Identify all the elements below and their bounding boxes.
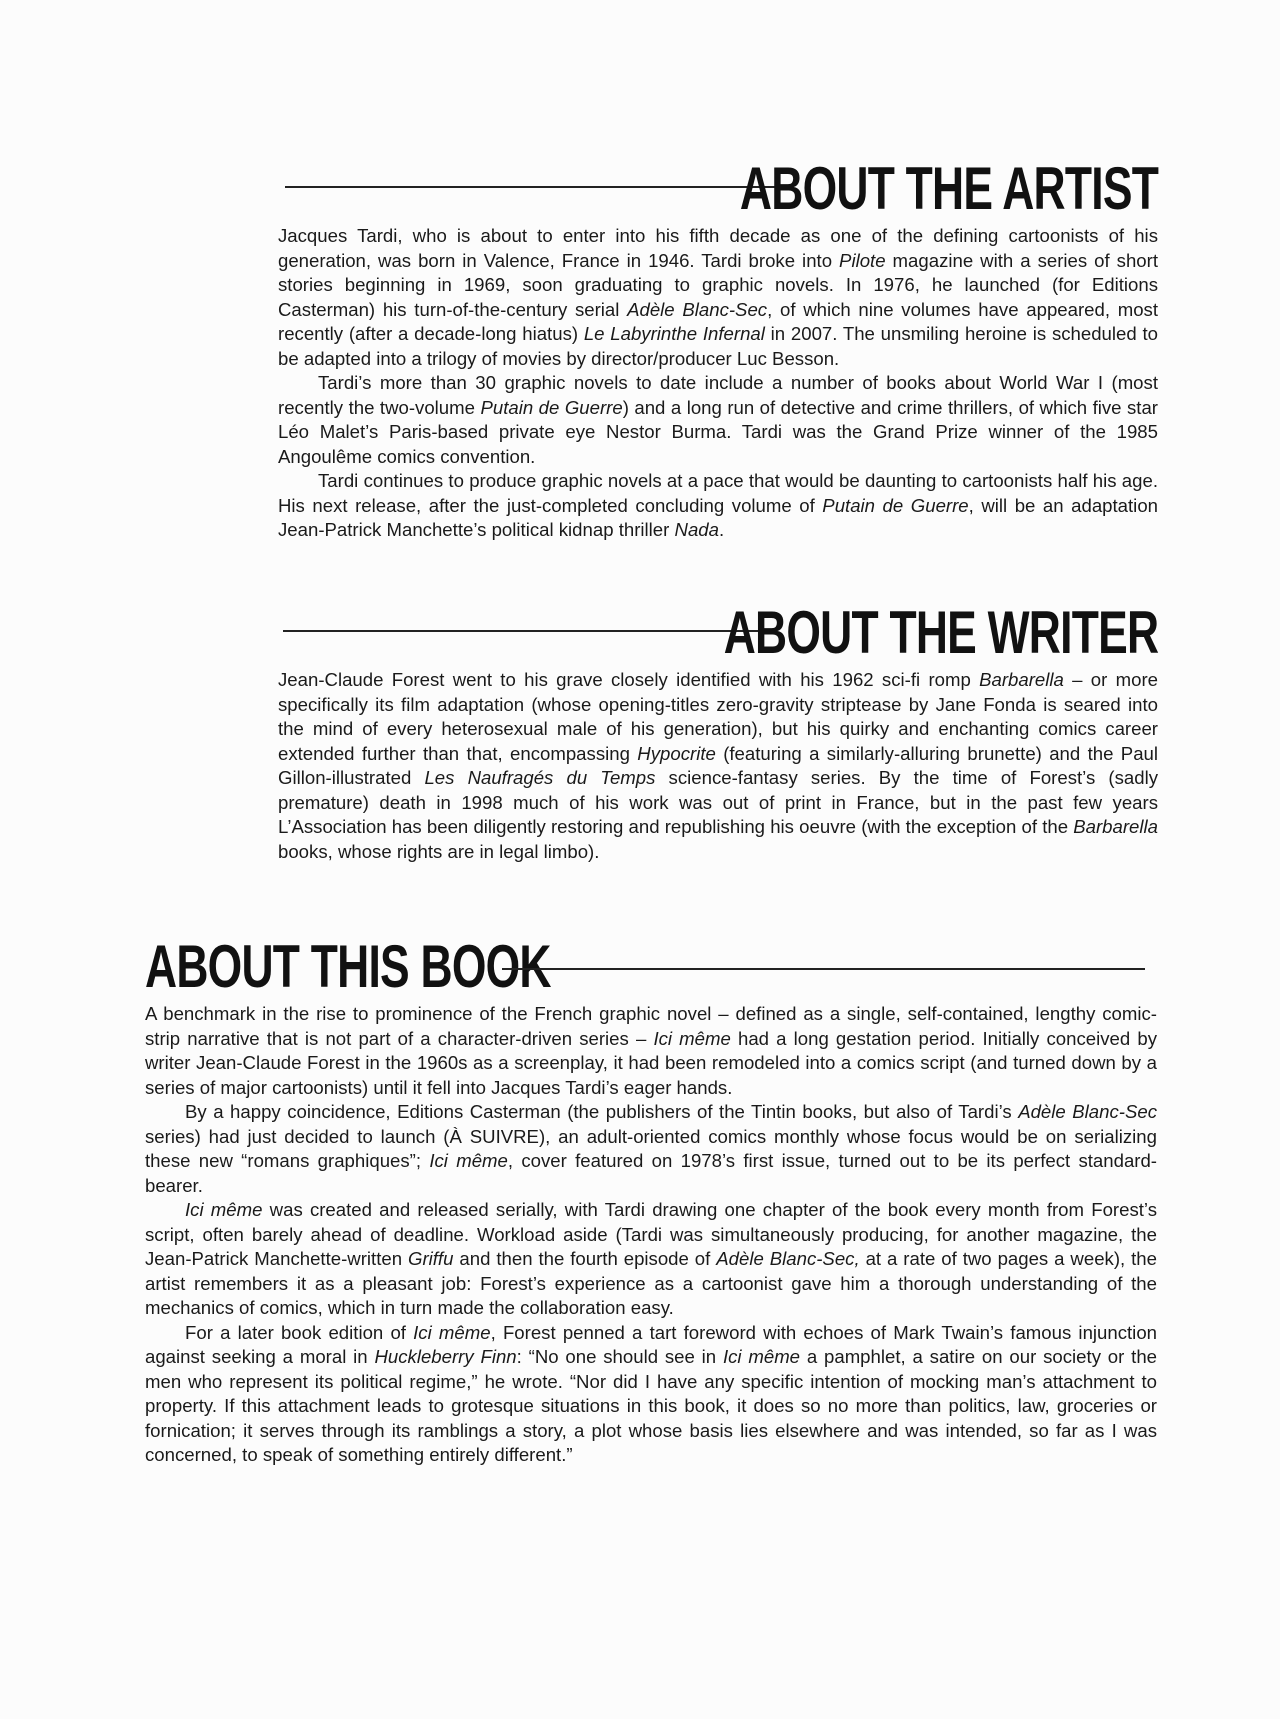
body-text-run: series) had just decided to launch (À SUIVRE), an adult-oriented comics monthly whose focus would be on serializing these new “romans graphiques”; xyxy=(145,1125,1157,1171)
italic-title-text: Griffu xyxy=(407,1248,454,1269)
italic-title-text: Barbarella xyxy=(979,669,1064,690)
italic-title-text: Nada xyxy=(674,519,719,540)
body-text-run: science-fantasy series. By the time of Forest’s (sadly premature) death in 1998 much of his work was out of print in France, but in the past few years L’Association has been diligently restoring and republishing his oeuvre (with the exception of the xyxy=(278,767,1158,837)
italic-title-text: Putain de Guerre xyxy=(822,494,969,516)
body-text-run: , will be an adaptation Jean-Patrick Manchette’s political kidnap thriller xyxy=(278,494,1158,540)
paragraph xyxy=(278,371,1158,469)
writer-heading-row xyxy=(278,600,1158,666)
writer-heading: ABOUT THE WRITER xyxy=(723,599,1158,666)
italic-title-text: Ici même xyxy=(653,1027,731,1049)
paragraph xyxy=(278,469,1158,543)
italic-title-text: Pilote xyxy=(839,249,886,271)
body-text-run: at a rate of two pages a week), the artist remembers it as a pleasant job: Forest’s experience as a cartoonist gave him a thorough understanding of the mechanics of comics, which in turn made the collaboration easy. xyxy=(145,1248,1157,1318)
body-text-run: By a happy coincidence, Editions Casterman (the publishers of the Tintin books, but also of Tardi’s xyxy=(185,1101,1019,1122)
body-text-run: magazine with a series of short stories beginning in 1969, soon graduating to graphic novels. In 1976, he launched (for Editions Casterman) his turn-of-the-century serial xyxy=(278,249,1158,320)
body-text-run: (featuring a similarly-alluring brunette) and the Paul Gillon-illustrated xyxy=(278,742,1159,788)
body-text-run: , of which nine volumes have appeared, most recently (after a decade-long hiatus) xyxy=(278,298,1159,344)
book-body xyxy=(145,1002,1157,1468)
body-text-run: Jean-Claude Forest went to his grave closely identified with his 1962 sci-fi romp xyxy=(278,669,980,690)
body-text-run: A benchmark in the rise to prominence of the French graphic novel – defined as a single, self-contained, lengthy comic-strip narrative that is not part of a character-driven series – xyxy=(145,1003,1157,1049)
italic-title-text: Ici même xyxy=(722,1346,801,1367)
italic-title-text: Ici même xyxy=(413,1321,491,1343)
body-text-run: . xyxy=(718,519,725,540)
book-section xyxy=(145,934,1157,1468)
body-text-run: was created and released serially, with Tardi drawing one chapter of the book every month from Forest’s script, often barely ahead of deadline. Workload aside (Tardi was simultaneously producing, for another magazine, the Jean-Patrick Manchette-written xyxy=(145,1199,1157,1269)
italic-title-text: Adèle Blanc-Sec xyxy=(627,298,768,320)
italic-title-text: Adèle Blanc-Sec, xyxy=(716,1248,860,1269)
body-text-run: Jacques Tardi, who is about to enter into his fifth decade as one of the defining cartoonists of his generation, was born in Valence, France in 1946. Tardi broke into xyxy=(278,225,1158,271)
artist-heading: ABOUT THE ARTIST xyxy=(739,155,1158,222)
book-heading: ABOUT THIS BOOK xyxy=(145,933,551,1000)
body-text-run: : “No one should see in xyxy=(516,1346,723,1367)
body-text-run: , Forest penned a tart foreword with echoes of Mark Twain’s famous injunction against seeking a moral in xyxy=(145,1321,1157,1367)
writer-heading-rule xyxy=(283,630,761,632)
body-text-run: a pamphlet, a satire on our society or the men who represent its political regime,” he wrote. “Nor did I have any specific intention of mocking man’s attachment to property. If this attachment leads to grotesque situations in this book, it does so no more than politics, law, groceries or fornication; it serves through its ramblings a story, a plot whose basis lies elsewhere and was intended, so far as I was concerned, to speak of something entirely different.” xyxy=(145,1346,1158,1465)
body-text-run: had a long gestation period. Initially conceived by writer Jean-Claude Forest in the 1960s as a screenplay, it had been remodeled into a comics script (and turned down by a series of major cartoonists) until it fell into Jacques Tardi’s eager hands. xyxy=(145,1027,1157,1098)
paragraph xyxy=(145,1100,1157,1198)
paragraph xyxy=(145,1321,1157,1468)
paragraph xyxy=(145,1198,1157,1321)
book-heading-row xyxy=(145,934,1157,1000)
body-text-run: Tardi’s more than 30 graphic novels to date include a number of books about World War I (most recently the two-volume xyxy=(278,372,1158,418)
body-text-run: For a later book edition of xyxy=(185,1321,414,1343)
italic-title-text: Ici même xyxy=(185,1199,263,1220)
italic-title-text: Barbarella xyxy=(1073,816,1158,837)
paragraph xyxy=(278,224,1158,371)
artist-section xyxy=(278,156,1158,543)
book-heading-rule xyxy=(502,968,1145,970)
artist-heading-rule xyxy=(285,186,777,188)
italic-title-text: Le Labyrinthe Infernal xyxy=(583,323,765,344)
body-text-run: , cover featured on 1978’s first issue, turned out to be its perfect standard-bearer. xyxy=(145,1150,1158,1196)
italic-title-text: Huckleberry Finn xyxy=(374,1346,517,1367)
italic-title-text: Adèle Blanc-Sec xyxy=(1018,1101,1157,1122)
italic-title-text: Les Naufragés du Temps xyxy=(424,767,656,788)
writer-body xyxy=(278,668,1158,864)
italic-title-text: Putain de Guerre xyxy=(480,396,623,418)
body-text-run: Tardi continues to produce graphic novels at a pace that would be daunting to cartoonists half his age. His next release, after the just-completed concluding volume of xyxy=(278,470,1158,516)
paragraph xyxy=(278,668,1158,864)
body-text-run: books, whose rights are in legal limbo). xyxy=(278,840,600,862)
body-text-run: – or more specifically its film adaptation (whose opening-titles zero-gravity striptease by Jane Fonda is seared into the mind of every heterosexual male of his generation), but his quirky and enchanting comics career extended further than that, encompassing xyxy=(278,669,1159,764)
writer-section xyxy=(278,600,1158,864)
italic-title-text: Hypocrite xyxy=(637,742,716,764)
artist-heading-row xyxy=(278,156,1158,222)
artist-body xyxy=(278,224,1158,543)
italic-title-text: Ici même xyxy=(429,1150,508,1171)
body-text-run: ) and a long run of detective and crime thrillers, of which five star Léo Malet’s Paris-based private eye Nestor Burma. Tardi was the Grand Prize winner of the 1985 Angoulême comics convention. xyxy=(278,396,1158,467)
body-text-run: in 2007. The unsmiling heroine is scheduled to be adapted into a trilogy of movies by director/producer Luc Besson. xyxy=(278,323,1158,369)
paragraph xyxy=(145,1002,1157,1100)
body-text-run: and then the fourth episode of xyxy=(453,1248,717,1269)
